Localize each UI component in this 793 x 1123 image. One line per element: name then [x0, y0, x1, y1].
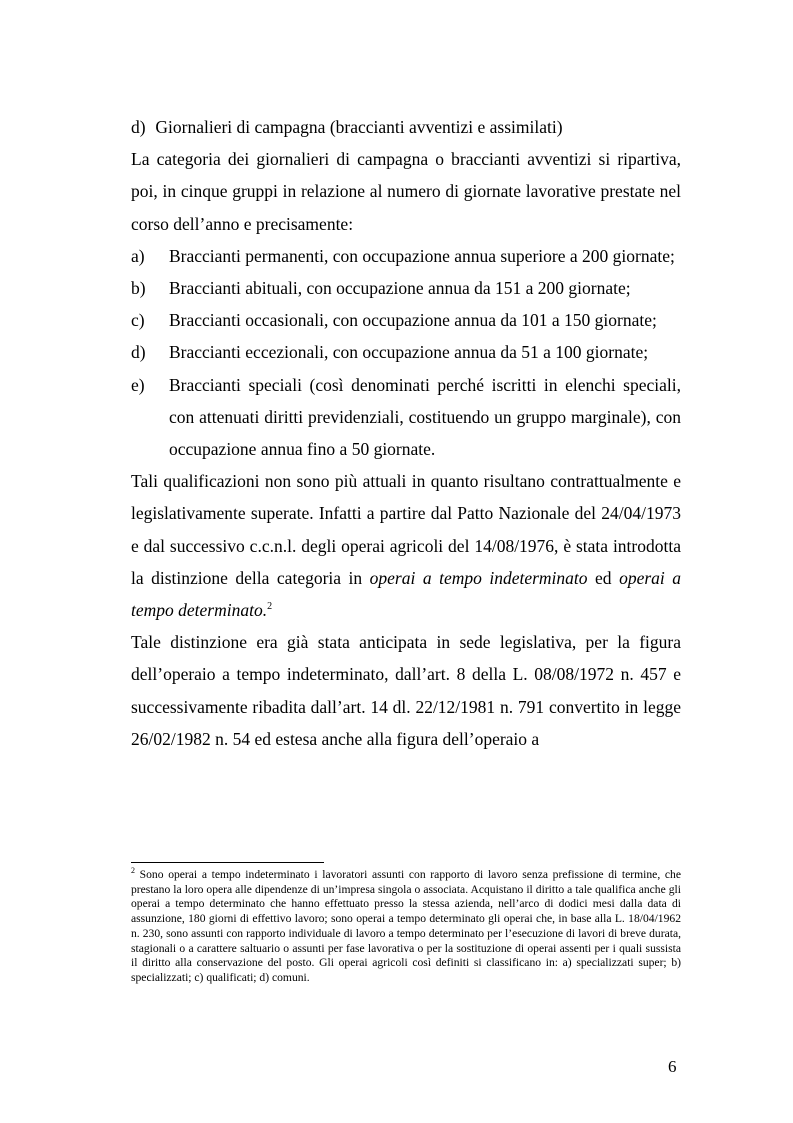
list-item-marker: d) [131, 342, 146, 363]
section-heading [131, 111, 681, 143]
list-item-text: Braccianti eccezionali, con occupazione annua da 51 a 100 giornate; [169, 342, 649, 363]
list-item [131, 336, 681, 368]
footnote-separator [131, 862, 324, 863]
list-item [131, 304, 681, 336]
qualification-text: Tali qualificazioni non sono più attuali in quanto risultano contrattualmente e legislativamente superate. Infatti a partire dal Patto Nazionale del 24/04/1973 e dal successivo c.c.n.l. degli operai agricoli del 14/08/1976, è stata introdotta la distinzione della categoria in [131, 471, 681, 588]
intro-paragraph: La categoria dei giornalieri di campagna o braccianti avventizi si ripartiva, poi, in cinque gruppi in relazione al numero di giornate lavorative prestate nel corso dell’anno e precisamente: [131, 149, 681, 234]
italic-term-indeterminate: operai a tempo indeterminato [369, 567, 588, 588]
list-item [131, 369, 681, 466]
list-item-marker: b) [131, 278, 146, 299]
list-item-text: Braccianti occasionali, con occupazione annua da 101 a 150 giornate; [169, 310, 657, 331]
list-item-text: Braccianti permanenti, con occupazione annua superiore a 200 giornate; [169, 245, 675, 266]
footnote-reference[interactable]: 2 [267, 601, 273, 613]
footnote-text: Sono operai a tempo indeterminato i lavoratori assunti con rapporto di lavoro senza prefissione di termine, che prestano la loro opera alle dipendenze di un’impresa singola o associata. Acquistano il diritto a tale qualifica anche gli operai a tempo determinato che hanno effettuato presso la stessa azienda, nell’arco di dodici mesi dalla data di assunzione, 180 giorni di effettivo lavoro; sono operai a tempo determinato gli operai che, in base alla L. 18/04/1962 n. 230, sono assunti con rapporto individuale di lavoro a tempo determinato per l’esecuzione di lavori di breve durata, stagionali o a carattere saltuario o assunti per fase lavorativa o per la sostituzione di operai assenti per i quali sussista il diritto alla conservazione del posto. Gli operai agricoli così definiti si classificano in: a) specializzati super; b) specializzati; c) qualificati; d) comuni. [131, 868, 681, 984]
legislation-paragraph: Tale distinzione era già stata anticipata in sede legislativa, per la figura dell’operaio a tempo indeterminato, dall’art. 8 della L. 08/08/1972 n. 457 e successivamente ribadita dall’art. 14 dl. 22/12/1981 n. 791 convertito in legge 26/02/1982 n. 54 ed estesa anche alla figura dell’operaio a [131, 632, 681, 749]
section-heading-marker: d) [131, 117, 146, 137]
section-heading-text: Giornalieri di campagna (braccianti avventizi e assimilati) [155, 117, 563, 137]
footnote [131, 868, 681, 986]
qualification-paragraph [131, 465, 681, 626]
list-item-marker: a) [131, 245, 145, 266]
body-text [131, 111, 681, 755]
list-item-marker: c) [131, 310, 145, 331]
list-item [131, 240, 681, 272]
list-item [131, 272, 681, 304]
list-item-text: Braccianti abituali, con occupazione annua da 151 a 200 giornate; [169, 278, 631, 299]
qualification-connector: ed [587, 567, 620, 588]
italic-term-determinate: operai a tempo determinato. [131, 567, 681, 621]
category-list [131, 240, 681, 465]
footnote-number: 2 [131, 866, 135, 876]
list-item-text: Braccianti speciali (così denominati perché iscritti in elenchi speciali, con attenuati diritti previdenziali, costituendo un gruppo marginale), con occupazione annua fino a 50 giornate. [169, 374, 681, 460]
list-item-marker: e) [131, 374, 145, 395]
page-number: 6 [668, 1057, 677, 1076]
